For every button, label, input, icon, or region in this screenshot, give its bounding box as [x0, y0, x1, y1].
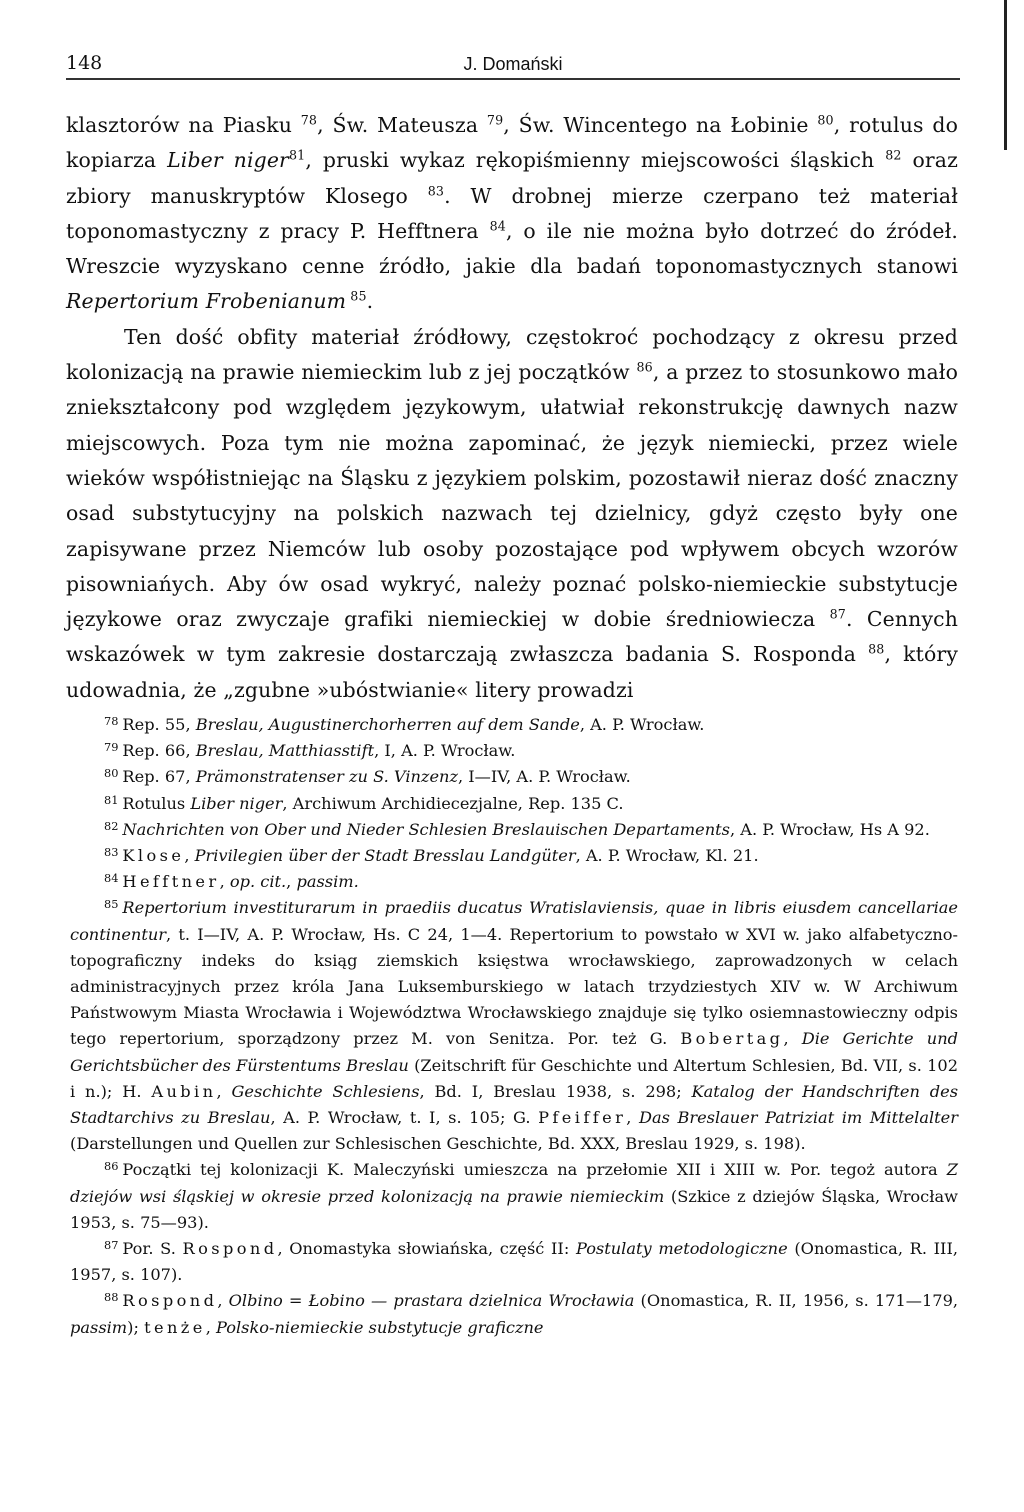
footnote-number: 84	[104, 871, 119, 886]
footnote	[70, 895, 958, 1157]
text-run: , A. P. Wrocław, Hs A 92.	[729, 819, 930, 839]
header-rule	[66, 78, 960, 80]
italic-text: Das Breslauer Patriziat im Mittelalter	[638, 1108, 959, 1128]
italic-text: Die Gerichte und Gerichtsbücher des Fürstentums Breslau	[70, 1029, 958, 1075]
paragraph	[66, 108, 958, 320]
footnotes	[70, 712, 958, 1341]
text-run: , pruski wykaz rękopiśmienny miejscowości śląskich	[305, 148, 886, 173]
spaced-author-name: Rospond	[122, 1291, 218, 1311]
italic-text: passim.	[296, 872, 359, 892]
text-run: , o ile nie można było dotrzeć do źródeł. Wreszcie wyzyskano cenne źródło, jakie dla badań toponomastycznych stanowi	[66, 218, 958, 279]
text-run: (Onomastica, R. II, 1956, s. 171—179,	[634, 1291, 959, 1311]
text-run: ,	[217, 1291, 229, 1311]
footnote	[70, 1288, 958, 1340]
running-header	[66, 48, 960, 80]
italic-text: Repertorium Frobenianum	[66, 289, 347, 314]
italic-text: Privilegien über der Stadt Bresslau Landgüter	[194, 846, 576, 866]
footnote-ref: 78	[300, 112, 318, 128]
text-run: , Św. Wincentego na Łobinie	[503, 113, 818, 137]
footnote-ref: 84	[489, 218, 506, 234]
text-run: Rotulus	[122, 793, 191, 813]
footnote-number: 80	[104, 766, 119, 781]
spaced-author-name: Bobertag	[680, 1029, 784, 1049]
italic-text: Repertorium investiturarum in praediis ducatus Wratislaviensis, quae in libris eiusdem cancellariae continentur	[70, 898, 958, 944]
text-run: Początki tej kolonizacji K. Maleczyński umieszcza na przełomie XII i XIII w. Por. tegoż autora	[122, 1160, 947, 1180]
text-run: , I, A. P. Wrocław.	[374, 741, 516, 761]
spaced-author-name: Hefftner	[122, 872, 220, 892]
text-run: ,	[216, 1081, 232, 1101]
text-run: (Zeitschrift für Geschichte und Altertum Schlesien, Bd. VII, s. 102 i n.); H.	[70, 1055, 958, 1101]
text-run: ,	[626, 1108, 639, 1128]
text-run: , Archiwum Archidiecezjalne, Rep. 135 C.	[282, 793, 624, 813]
text-run: klasztorów na Piasku	[66, 113, 301, 137]
italic-text: Polsko-niemieckie substytucje graficzne	[216, 1317, 544, 1337]
text-run: (Darstellungen und Quellen zur Schlesischen Geschichte, Bd. XXX, Breslau 1929, s. 198).	[70, 1134, 806, 1154]
text-run: .	[366, 289, 374, 314]
italic-text: Katalog der Handschriften des Stadtarchivs zu Breslau	[70, 1081, 959, 1128]
text-run: , t. I—IV, A. P. Wrocław, Hs. C 24, 1—4. Repertorium to powstało w XVI w. jako alfabetyczno-topograficzny indeks do ksiąg ziemskich księstwa wrocławskiego, zaprowadzonych w celach administracyjnych przez króla Jana Luksemburskiego w latach trzydziestych XIV w. W Archiwum Państwowym Miasta Wrocławia i Województwa Wrocławskiego znajduje się tylko osiemnastowieczny odpis tego repertorium, sporządzony przez M. von Senitza. Por. też G.	[70, 924, 958, 1049]
footnote-number: 85	[104, 897, 119, 912]
footnote	[70, 869, 958, 895]
text-run: ,	[286, 872, 297, 892]
footnote-ref: 86	[636, 359, 653, 375]
running-head-author: J. Domański	[463, 54, 563, 74]
spaced-author-name: Klose	[122, 846, 185, 866]
spaced-author-name: Pfeiffer	[538, 1108, 627, 1128]
text-run: ,	[219, 872, 230, 892]
footnote	[70, 764, 958, 790]
footnote-number: 87	[104, 1237, 119, 1252]
spaced-author-name: Rospond	[182, 1239, 278, 1259]
text-run: , Onomastyka słowiańska, część II:	[277, 1239, 576, 1259]
text-run: (Szkice z dziejów Śląska, Wrocław 1953, s. 75—93).	[70, 1186, 959, 1232]
text-run: , a przez to stosunkowo mało zniekształcony pod względem językowym, ułatwiał rekonstrukcję dawnych nazw miejscowych. Poza tym nie można zapominać, że język niemiecki, przez wiele wieków współistniejąc na Śląsku z językiem polskim, pozostawił nieraz dość znaczny osad substytucyjny na polskich nazwach tej dzielnicy, gdyż często były one zapisywane przez Niemców lub osoby pozostające pod wpływem obcych wzorów pisowniańych. Aby ów osad wykryć, należy poznać polsko-niemieckie substytucje językowe oraz zwyczaje grafiki niemieckiej w dobie średniowiecza	[66, 360, 958, 632]
italic-text: Prämonstratenser zu S. Vinzenz	[195, 767, 458, 787]
footnote-number: 78	[104, 713, 119, 728]
footnote	[70, 712, 958, 738]
text-run: , I—IV, A. P. Wrocław.	[458, 767, 631, 787]
text-run: , Bd. I, Breslau 1938, s. 298;	[419, 1081, 692, 1101]
footnote-ref: 81	[288, 147, 306, 163]
footnote-ref: 83	[427, 183, 445, 199]
spaced-author-name: tenże	[144, 1317, 206, 1337]
italic-text: Breslau, Matthiasstift	[195, 741, 375, 761]
footnote	[70, 817, 958, 843]
text-run: Rep. 66,	[122, 741, 196, 761]
italic-text: Nachrichten von Ober und Nieder Schlesien Breslauischen Departaments	[122, 819, 730, 839]
text-run: Rep. 67,	[122, 767, 196, 787]
text-run: Ten dość obfity materiał źródłowy, częstokroć pochodzący z okresu przed kolonizacją na prawie niemieckim lub z jej początków	[66, 324, 958, 385]
footnote-number: 82	[104, 818, 119, 833]
text-run: , który udowadnia, że „zgubne »ubóstwianie« litery prowadzi	[66, 642, 959, 702]
text-run: . Cennych wskazówek w tym zakresie dostarczają zwłaszcza badania S. Rosponda	[66, 607, 958, 667]
text-run: ,	[783, 1029, 802, 1049]
text-run: );	[127, 1317, 145, 1337]
text-run: , A. P. Wrocław, t. I, s. 105; G.	[270, 1108, 539, 1128]
footnote-number: 79	[104, 740, 119, 755]
italic-text: Olbino = Łobino — prastara dzielnica Wrocławia	[228, 1291, 635, 1311]
footnote-number: 86	[104, 1159, 119, 1174]
text-run: , Św. Mateusza	[317, 113, 487, 137]
footnote-number: 83	[104, 844, 119, 859]
italic-text: passim	[70, 1317, 128, 1337]
footnote-number: 88	[104, 1290, 119, 1305]
footnote-number: 81	[104, 792, 119, 807]
footnote-ref: 85	[346, 288, 367, 304]
footnote	[70, 738, 958, 764]
text-run: (Onomastica, R. III, 1957, s. 107).	[70, 1239, 958, 1285]
footnote	[70, 1236, 958, 1288]
text-run: ,	[184, 846, 195, 866]
italic-text: Z dziejów wsi śląskiej w okresie przed kolonizacją na prawie niemieckim	[70, 1160, 958, 1206]
text-run: Por. S.	[122, 1239, 183, 1259]
italic-text: Liber niger	[167, 148, 289, 173]
text-run: Rep. 55,	[122, 715, 196, 734]
italic-text: op. cit.	[229, 872, 287, 892]
text-run: ,	[205, 1317, 216, 1337]
spaced-author-name: Aubin	[151, 1081, 217, 1101]
footnote-ref: 80	[817, 112, 834, 128]
footnote	[70, 843, 958, 869]
footnote-ref: 88	[868, 641, 885, 657]
footnote	[70, 791, 958, 817]
margin-rule	[1004, 0, 1007, 150]
italic-text: Postulaty metodologiczne	[575, 1239, 788, 1259]
text-run: , A. P. Wrocław.	[579, 715, 705, 734]
footnote-ref: 82	[885, 147, 902, 163]
italic-text: Liber niger	[190, 793, 283, 813]
text-run: oraz zbiory manuskryptów Klosego	[66, 148, 959, 208]
italic-text: Geschichte Schlesiens	[231, 1081, 420, 1101]
text-run: . W drobnej mierze czerpano też materiał toponomastyczny z pracy P. Hefftnera	[66, 183, 958, 243]
main-text	[66, 108, 958, 708]
text-run: , rotulus do kopiarza	[66, 113, 958, 173]
italic-text: Breslau, Augustinerchorherren auf dem Sande	[195, 715, 580, 734]
footnote	[70, 1157, 958, 1236]
footnote-ref: 79	[486, 112, 504, 128]
footnote-ref: 87	[829, 606, 846, 622]
page-number: 148	[66, 52, 103, 74]
paragraph	[66, 320, 958, 708]
text-run: , A. P. Wrocław, Kl. 21.	[575, 846, 759, 866]
